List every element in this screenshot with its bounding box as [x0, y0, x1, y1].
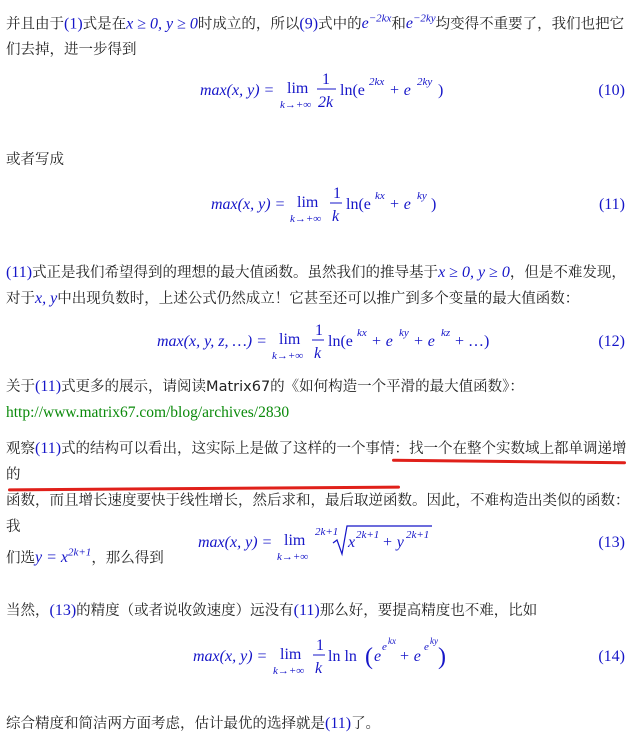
text: 式中的	[318, 16, 362, 33]
equation-13	[0, 514, 635, 574]
svg-text:+ e: + e	[371, 333, 393, 350]
inline-math: x ≥ 0, y ≥ 0	[126, 15, 198, 33]
svg-text:e: e	[382, 641, 387, 653]
svg-text:ky: ky	[399, 327, 409, 339]
text: 式正是我们希望得到的理想的最大值函数。虽然我们的推导基于	[32, 265, 439, 281]
svg-text:lim: lim	[280, 646, 302, 663]
equation-14	[0, 628, 635, 688]
equation-number: (10)	[598, 82, 625, 99]
svg-text:ky: ky	[417, 190, 427, 202]
text: ，那么得到	[91, 550, 164, 567]
text: 函数，而且增长速度要快于线性增长，然后求和，最后取逆函数。因此，不难构造出类似的函数：我	[6, 493, 630, 535]
text: 观察	[6, 441, 35, 457]
svg-text:e: e	[374, 648, 382, 665]
svg-text:+ e: + e	[389, 196, 411, 213]
inline-math: x ≥ 0, y ≥ 0	[438, 264, 510, 281]
equation-11	[0, 176, 635, 236]
svg-text:lim: lim	[287, 80, 309, 97]
text: 时成立的，所以	[197, 16, 300, 33]
equation-ref-link[interactable]: (13)	[49, 602, 77, 619]
svg-text:ln ln: ln ln	[328, 648, 357, 665]
text: 式的结构可以看出，这实际上是做了这样的一个事情：找一个在整个实数域上都单调递增的	[6, 441, 627, 483]
inline-math: $e^{-2ky}$	[405, 13, 436, 33]
svg-text:lim: lim	[279, 331, 301, 348]
equation-14-svg	[0, 628, 635, 688]
paragraph-3	[6, 260, 630, 312]
svg-text:ky: ky	[430, 636, 438, 646]
svg-text:1: 1	[322, 71, 330, 88]
paragraph-6	[6, 598, 630, 624]
svg-text:): )	[438, 82, 444, 99]
svg-text:+ e: + e	[399, 648, 421, 665]
svg-text:k→+∞: k→+∞	[272, 350, 304, 362]
svg-text:+ e: + e	[413, 333, 435, 350]
text: 们选	[6, 550, 35, 567]
equation-ref-link[interactable]: (11)	[35, 378, 62, 395]
inline-math: x, y	[35, 290, 58, 307]
text: 或者写成	[6, 152, 64, 168]
equation-number: (11)	[598, 196, 625, 213]
equation-ref-link[interactable]: (11)	[293, 602, 320, 619]
svg-text:2k+1: 2k+1	[315, 526, 339, 538]
svg-text:+ e: + e	[389, 82, 411, 99]
text: 并且由于	[6, 16, 64, 33]
equation-12-svg	[0, 313, 635, 373]
equation-number: (14)	[598, 648, 625, 665]
text: 们去掉，进一步得到	[6, 42, 137, 59]
svg-text:2ky: 2ky	[417, 76, 433, 88]
svg-text:max(x, y) =: max(x, y) =	[193, 648, 268, 665]
svg-text:k→+∞: k→+∞	[280, 99, 312, 111]
matrix67-link[interactable]: http://www.matrix67.com/blog/archives/2830	[6, 404, 290, 421]
svg-text:2kx: 2kx	[369, 76, 385, 88]
svg-text:ln(e: ln(e	[340, 82, 365, 99]
svg-text:): )	[438, 644, 446, 670]
svg-text:kx: kx	[388, 636, 396, 646]
text: 那么好，要提高精度也不难，比如	[319, 603, 538, 619]
text: 对于	[6, 291, 35, 307]
svg-text:k→+∞: k→+∞	[277, 551, 309, 563]
inline-math: $y = x^{2k+1}$	[35, 547, 92, 567]
svg-text:+ y: + y	[382, 534, 404, 551]
svg-text:max(x, y) =: max(x, y) =	[200, 82, 275, 99]
text: 式是在	[82, 16, 127, 33]
svg-text:max(x, y) =: max(x, y) =	[198, 534, 273, 551]
svg-text:x: x	[348, 534, 356, 551]
paragraph-7	[6, 711, 630, 737]
svg-text:1: 1	[333, 185, 341, 202]
equation-10-svg	[0, 62, 635, 122]
svg-text:max(x, y, z, …) =: max(x, y, z, …) =	[157, 333, 267, 350]
svg-text:): )	[431, 196, 437, 213]
svg-text:k→+∞: k→+∞	[290, 213, 322, 225]
text: 中出现负数时，上述公式仍然成立！它甚至还可以推广到多个变量的最大值函数：	[57, 291, 580, 307]
text: 关于	[6, 379, 35, 395]
svg-text:2k: 2k	[318, 94, 334, 111]
text: 均变得不重要了，我们也把它	[435, 16, 625, 33]
svg-text:kx: kx	[375, 190, 385, 202]
paragraph-1	[6, 6, 630, 63]
svg-text:max(x, y) =: max(x, y) =	[211, 196, 286, 213]
svg-text:lim: lim	[297, 194, 319, 211]
equation-number: (13)	[598, 534, 625, 551]
svg-text:1: 1	[315, 322, 323, 339]
equation-ref-link[interactable]: (9)	[299, 15, 319, 33]
svg-text:2k+1: 2k+1	[356, 529, 380, 541]
text: 了。	[351, 716, 381, 732]
svg-text:+ …): + …)	[455, 333, 490, 350]
svg-text:e: e	[424, 641, 429, 653]
svg-text:k→+∞: k→+∞	[273, 665, 305, 677]
svg-text:k: k	[332, 208, 340, 225]
svg-text:lim: lim	[284, 532, 306, 549]
text: 和	[391, 16, 406, 33]
text: 的精度（或者说收敛速度）远没有	[76, 603, 294, 619]
equation-ref-link[interactable]: (11)	[35, 440, 62, 457]
equation-ref-link[interactable]: (11)	[325, 715, 352, 732]
text: ，但是不难发现，	[509, 265, 626, 281]
equation-number: (12)	[598, 333, 625, 350]
equation-13-svg	[0, 514, 635, 574]
equation-10	[0, 62, 635, 122]
equation-ref-link[interactable]: (11)	[6, 264, 33, 281]
paragraph-4	[6, 374, 630, 426]
svg-text:ln(e: ln(e	[328, 333, 353, 350]
text: 综合精度和简洁两方面考虑，估计最优的选择就是	[6, 716, 325, 732]
svg-text:kz: kz	[441, 327, 451, 339]
svg-text:(: (	[365, 644, 373, 670]
inline-math: $e^{-2kx}$	[361, 13, 392, 33]
svg-text:2k+1: 2k+1	[406, 529, 430, 541]
svg-text:ln(e: ln(e	[346, 196, 371, 213]
paragraph-2	[6, 147, 630, 173]
text: 当然，	[6, 603, 50, 619]
svg-text:kx: kx	[357, 327, 367, 339]
svg-text:k: k	[315, 660, 323, 677]
equation-11-svg	[0, 176, 635, 236]
text: 式更多的展示，请阅读Matrix67的《如何构造一个平滑的最大值函数》：	[61, 379, 524, 395]
equation-ref-link[interactable]: (1)	[64, 15, 83, 33]
equation-12	[0, 313, 635, 373]
svg-text:k: k	[314, 345, 322, 362]
svg-text:1: 1	[316, 637, 324, 654]
